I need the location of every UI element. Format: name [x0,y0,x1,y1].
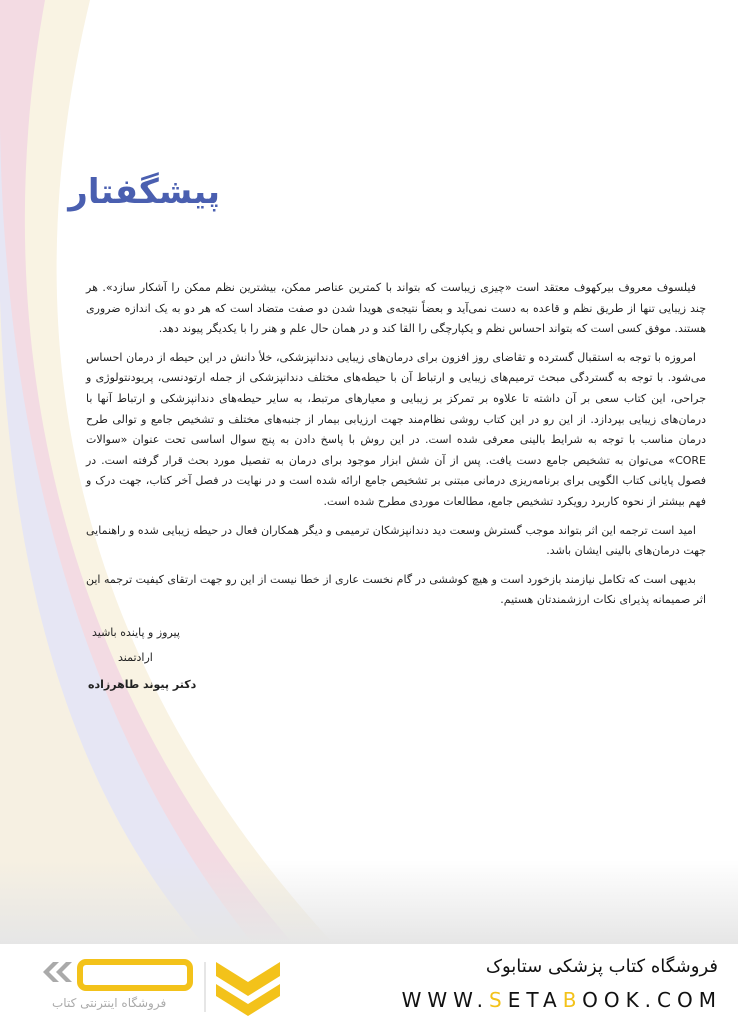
paragraph: امید است ترجمه این اثر بتواند موجب گسترش وسعت دید دندانپزشکان ترمیمی و دیگر همکاران فعال در حیطه زیبایی شده و راهنمایی جهت درمان‌های بالینی ایشان باشد. [86,523,706,558]
paragraph: بدیهی است که تکامل نیازمند بازخورد است و هیچ کوششی در گام نخست عاری از خطا نیست از این رو جهت ارتقای کیفیت ترجمه این اثر صمیمانه پذیرای نکات ارزشمندتان هستیم. [86,572,706,607]
url-part: S [489,988,508,1012]
url-part: ETA [507,988,563,1012]
website-url[interactable] [402,988,722,1012]
url-part: B [562,988,583,1012]
author-name: دکتر پیوند طاهرزاده [88,678,197,691]
paragraph: امروزه با توجه به استقبال گسترده و تقاضای روز افزون برای درمان‌های زیبایی دندانپزشکی، خلأ دانش در این حیطه از درمان احساس می‌شود. با توجه به گستردگی مبحث ترمیم‌های زیبایی و ارتباط آن با حیطه‌های مختلف دندانپزشکی از جمله ارتودنسی، پریودنتولوژی و جراحی، این کتاب سعی بر آن داشته تا علاوه بر تمرکز بر زیبایی و معیارهای مرتبط، به سایر حیطه‌های دندانپزشکی و ارتباط آنها با درمان‌های زیبایی بپردازد. از این رو در این کتاب روشی نظام‌مند جهت ارزیابی بیمار از جنبه‌های مختلف و تشخیص جامع و توالی طرح درمان مناسب با توجه به شرایط بالینی معرفی شده است. در این روش با پاسخ دادن به پنج سوال اساسی تحت عنوان «سوالات CORE» می‌توان به تشخیص جامع دست یافت. پس از آن شش ابزار موجود برای درمان به تفصیل مورد بحث قرار گرفته است. در فصول پایانی کتاب الگویی برای برنامه‌ریزی درمانی مبتنی بر تشخیص جامع ارائه شده است و در نهایت در فصل آخر کتاب، جهت درک و فهم بیشتر از نحوه کاربرد رویکرد تشخیص جامع، مطالعات موردی مطرح شده است. [86,350,706,508]
footer [0,944,738,1023]
url-part: OOK.COM [582,988,722,1012]
paragraph: فیلسوف معروف بیرکهوف معتقد است «چیزی زیباست که بتواند با کمترین عناصر ممکن، بیشترین نظم ممکن را آشکار سازد». هر چند زیبایی تنها از طریق نظم و قاعده به دست نمی‌آید و بعضاً نتیجه‌ی هویدا شدن دو صفت متضاد است که هر دو به یک اندازه ضروری هستند. موفق کسی است که بتواند احساس نظم و یکپارچگی را القا کند و در همان حال علم و هنر را با یکدیگر پیوند دهد. [86,281,706,336]
closing-line: پیروز و پاینده باشید [92,626,180,639]
page-title: پیشگفتار [68,172,220,212]
logo-subtitle: فروشگاه اینترنتی کتاب [52,996,167,1010]
closing-regards: ارادتمند [118,651,153,664]
shop-name: فروشگاه کتاب پزشکی ستابوک [485,956,718,977]
footer-shadow [0,860,738,944]
preface-body [86,278,706,619]
url-part: WWW. [401,988,490,1012]
